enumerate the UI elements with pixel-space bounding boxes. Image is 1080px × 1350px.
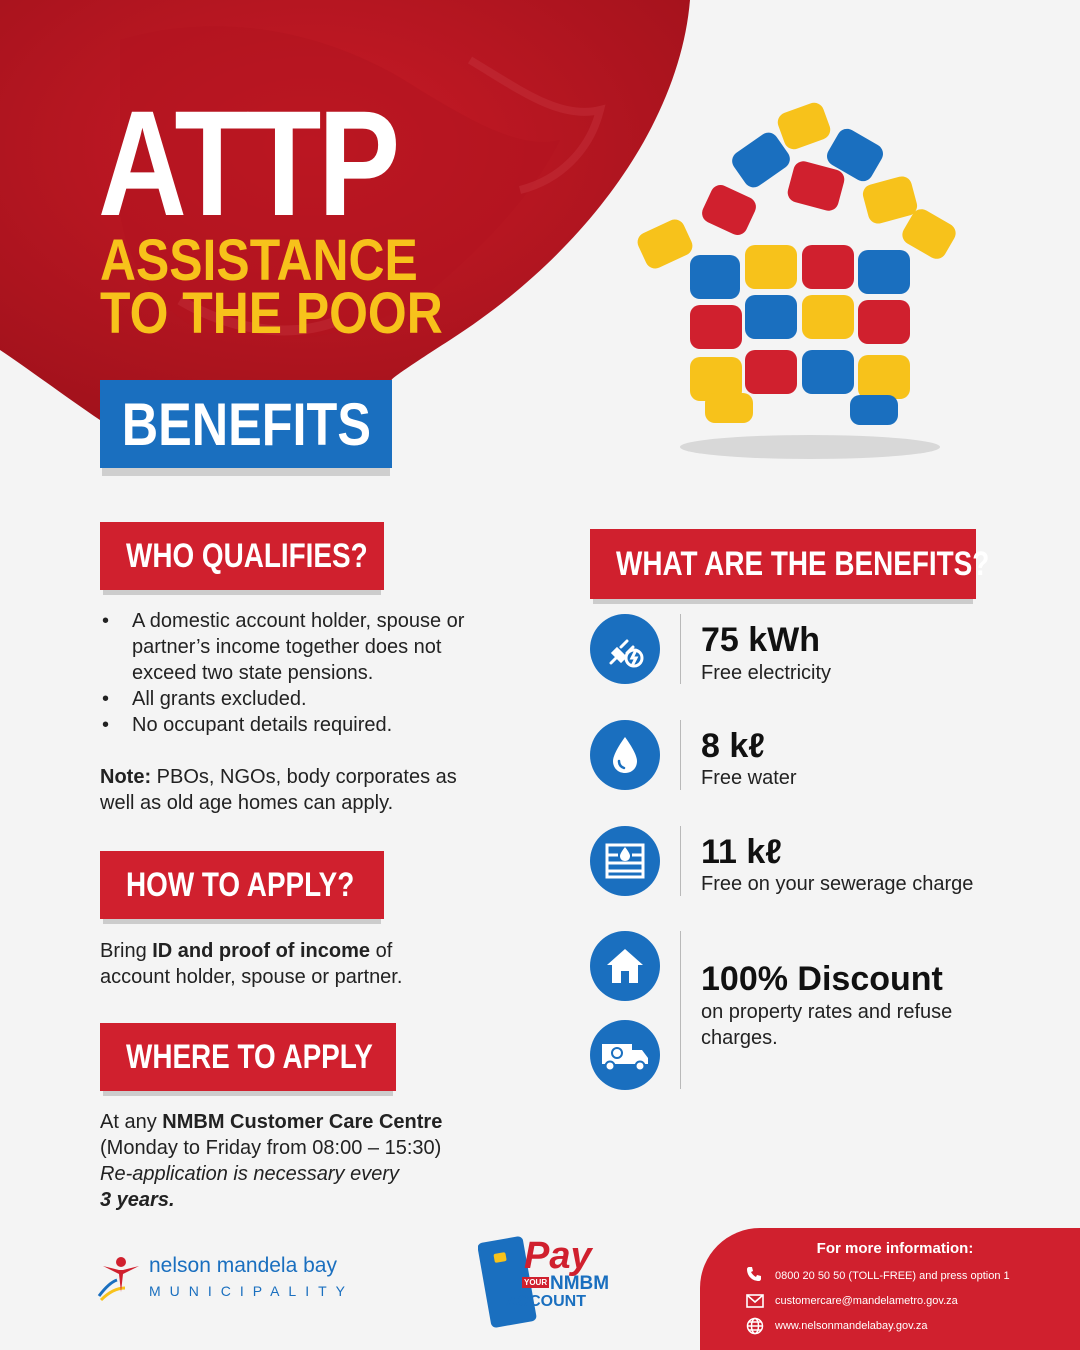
- footer-phone[interactable]: 0800 20 50 50 (TOLL-FREE) and press option 1: [775, 1270, 1010, 1282]
- municipality-emblem-icon: [95, 1252, 147, 1304]
- where-line-1-bold: NMBM Customer Care Centre: [162, 1111, 443, 1133]
- list-item: • A domestic account holder, spouse or partner’s income together does not exceed two state pensions.: [100, 608, 495, 686]
- benefit-electricity-desc: Free electricity: [701, 662, 832, 684]
- where-line-1: [100, 1109, 520, 1135]
- where-line-1-before: At any: [100, 1111, 163, 1133]
- benefit-discount-desc: on property rates and refuse charges.: [701, 1001, 953, 1049]
- list-item: • All grants excluded.: [100, 686, 495, 712]
- benefit-electricity-value: 75 kWh: [701, 621, 821, 659]
- pay-your: YOUR: [524, 1278, 548, 1287]
- who-qualifies-section: [100, 608, 495, 816]
- where-line-2: (Monday to Friday from 08:00 – 15:30): [100, 1137, 442, 1159]
- benefit-water-value: 8 kℓ: [701, 727, 765, 765]
- benefits-badge: [100, 380, 392, 468]
- who-qualifies-heading: [100, 522, 384, 590]
- how-to-apply-text: [100, 938, 460, 990]
- phone-icon: [746, 1266, 766, 1287]
- sewerage-icon: [590, 826, 660, 896]
- where-to-apply-heading: [100, 1023, 396, 1091]
- who-qualifies-heading-text: WHO QUALIFIES?: [126, 536, 368, 575]
- water-drop-icon: [590, 720, 660, 790]
- benefit-sewerage-value: 11 kℓ: [701, 833, 782, 871]
- divider: [680, 614, 681, 684]
- pay-account-logo: [478, 1235, 608, 1330]
- where-to-apply-heading-text: WHERE TO APPLY: [126, 1037, 373, 1076]
- how-text-after: of account holder, spouse or partner.: [100, 940, 403, 988]
- how-to-apply-heading-text: HOW TO APPLY?: [126, 865, 355, 904]
- subtitle-line-1: ASSISTANCE: [100, 228, 418, 293]
- how-text-before: Bring: [100, 940, 153, 962]
- divider: [680, 826, 681, 896]
- benefit-water-desc: Free water: [701, 767, 797, 789]
- benefit-sewerage-desc: Free on your sewerage charge: [701, 873, 974, 895]
- municipality-subtitle: MUNICIPALITY: [149, 1283, 354, 1299]
- benefits-badge-text: BENEFITS: [121, 390, 371, 458]
- main-title: ATTP: [98, 79, 397, 247]
- footer-title: For more information:: [816, 1240, 974, 1257]
- divider: [680, 720, 681, 790]
- footer-email[interactable]: customercare@mandelametro.gov.za: [775, 1295, 958, 1307]
- pay-nmbm: NMBM: [550, 1273, 610, 1294]
- where-to-apply-text: [100, 1109, 520, 1213]
- email-icon: [746, 1294, 764, 1313]
- municipality-name: nelson mandela bay: [149, 1254, 337, 1277]
- how-text-bold: ID and proof of income: [152, 940, 371, 962]
- where-line-3: Re-application is necessary every: [100, 1163, 400, 1185]
- hand-shapes: [634, 100, 959, 425]
- footer-website[interactable]: www.nelsonmandelabay.gov.za: [775, 1320, 928, 1332]
- note-text: PBOs, NGOs, body corporates as well as old age homes can apply.: [100, 766, 457, 814]
- benefit-discount-value: 100% Discount: [701, 960, 943, 998]
- note-label: Note:: [100, 766, 152, 788]
- where-line-4: 3 years.: [100, 1189, 175, 1211]
- note-paragraph: [100, 764, 495, 816]
- divider: [680, 931, 681, 1089]
- benefits-heading: [590, 529, 990, 599]
- how-to-apply-heading: [100, 851, 384, 919]
- refuse-truck-icon: [590, 1020, 660, 1090]
- pay-word: Pay: [524, 1235, 592, 1277]
- hands-house-logo: [630, 95, 980, 465]
- pay-account-word: ACCOUNT: [506, 1293, 586, 1310]
- qualification-list: [100, 608, 495, 738]
- globe-icon: [746, 1317, 764, 1340]
- electricity-plug-icon: [590, 614, 660, 684]
- list-item: • No occupant details required.: [100, 712, 495, 738]
- subtitle-line-2: TO THE POOR: [100, 281, 443, 346]
- benefits-heading-text: WHAT ARE THE BENEFITS?: [616, 544, 990, 583]
- municipality-logo: [95, 1252, 395, 1307]
- house-icon: [590, 931, 660, 1001]
